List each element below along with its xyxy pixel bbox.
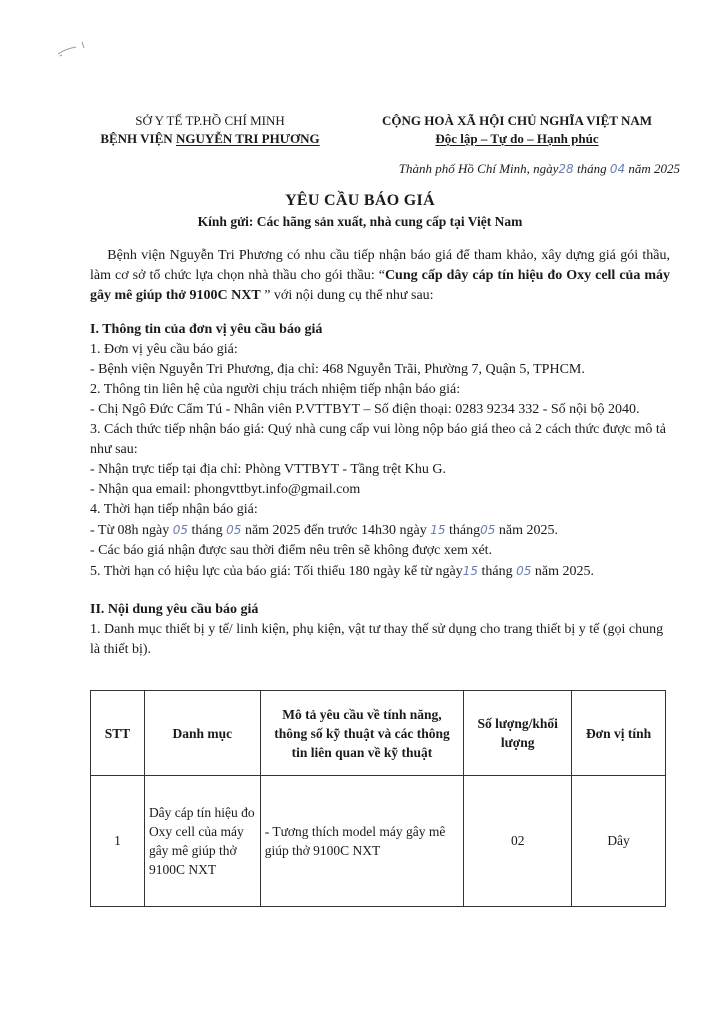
period-suffix: năm 2025. bbox=[495, 523, 559, 538]
cell-category: Dây cáp tín hiệu đo Oxy cell của máy gây mê giúp thở 9100C NXT bbox=[144, 776, 260, 907]
date-year: năm 2025 bbox=[625, 161, 680, 176]
cell-quantity: 02 bbox=[464, 776, 572, 907]
national-header bbox=[352, 112, 682, 148]
s1-item4-period bbox=[90, 520, 670, 541]
validity-suffix: năm 2025. bbox=[531, 564, 595, 579]
date-prefix: Thành phố Hồ Chí Minh, ngày bbox=[398, 161, 559, 176]
period-end-month: 05 bbox=[480, 523, 496, 537]
section-2-title: II. Nội dung yêu cầu báo giá bbox=[90, 602, 259, 617]
validity-text: tháng bbox=[478, 564, 517, 579]
s1-item3-title: 3. Cách thức tiếp nhận báo giá: Quý nhà cung cấp vui lòng nộp báo giá theo cả 2 cách thức được mô tả như sau: bbox=[90, 422, 666, 457]
validity-day: 15 bbox=[462, 564, 479, 578]
header-unit: Đơn vị tính bbox=[572, 691, 666, 776]
s1-item1-title: 1. Đơn vị yêu cầu báo giá: bbox=[90, 342, 238, 357]
header-description: Mô tả yêu cầu về tính năng, thông số kỹ thuật và các thông tin liên quan về kỹ thuật bbox=[260, 691, 464, 776]
country-name: CỘNG HOÀ XÃ HỘI CHỦ NGHĨA VIỆT NAM bbox=[381, 113, 653, 128]
document-subtitle: Kính gửi: Các hãng sản xuất, nhà cung cấp tại Việt Nam bbox=[197, 214, 523, 229]
department-name: SỞ Y TẾ TP.HỒ CHÍ MINH bbox=[135, 113, 285, 128]
s1-item1-detail: - Bệnh viện Nguyễn Tri Phương, địa chỉ: 468 Nguyễn Trãi, Phường 7, Quận 5, TPHCM. bbox=[90, 362, 585, 377]
cell-stt: 1 bbox=[91, 776, 145, 907]
period-end-day: 15 bbox=[430, 523, 446, 537]
cell-description: - Tương thích model máy gây mê giúp thở 9100C NXT bbox=[260, 776, 464, 907]
validity-prefix: 5. Thời hạn có hiệu lực của báo giá: Tối thiểu 180 ngày kể từ ngày bbox=[90, 564, 463, 579]
document-title: YÊU CẦU BÁO GIÁ bbox=[285, 192, 435, 209]
hospital-prefix: BỆNH VIỆN bbox=[100, 131, 176, 146]
header-quantity: Số lượng/khối lượng bbox=[464, 691, 572, 776]
date-month-label: tháng bbox=[573, 161, 610, 176]
s1-item4-title: 4. Thời hạn tiếp nhận báo giá: bbox=[90, 502, 258, 517]
date-line bbox=[300, 161, 680, 177]
period-start-month: 05 bbox=[226, 523, 242, 537]
hospital-name bbox=[70, 130, 350, 148]
document-body bbox=[90, 246, 670, 660]
intro-text-end: ” với nội dung cụ thể như sau: bbox=[260, 288, 434, 303]
package-name: Cung cấp dây cáp tín hiệu đo Oxy cell của máy gây mê giúp thở 9100C NXT bbox=[90, 268, 670, 303]
s1-item2-title: 2. Thông tin liên hệ của người chịu trách nhiệm tiếp nhận báo giá: bbox=[90, 382, 461, 397]
table-header-row bbox=[91, 691, 666, 776]
hospital-name-underlined: NGUYỄN TRI PHƯƠNG bbox=[175, 131, 320, 146]
table-row bbox=[91, 776, 666, 907]
equipment-table bbox=[90, 690, 666, 907]
s2-item1: 1. Danh mục thiết bị y tế/ linh kiện, phụ kiện, vật tư thay thế sử dụng cho trang thiết bị y tế (gọi chung là thiết bị). bbox=[90, 622, 664, 657]
issuer-header bbox=[70, 112, 350, 148]
header-stt: STT bbox=[91, 691, 145, 776]
period-prefix: - Từ 08h ngày bbox=[90, 523, 173, 538]
intro-paragraph bbox=[90, 246, 670, 306]
period-text-3: tháng bbox=[445, 523, 481, 538]
national-motto: Độc lập – Tự do – Hạnh phúc bbox=[435, 131, 599, 146]
section-1-title: I. Thông tin của đơn vị yêu cầu báo giá bbox=[90, 322, 323, 337]
date-month: 04 bbox=[609, 162, 626, 176]
period-text-1: tháng bbox=[188, 523, 227, 538]
validity-month: 05 bbox=[516, 564, 532, 578]
header-category: Danh mục bbox=[144, 691, 260, 776]
intro-text: Bệnh viện Nguyễn Tri Phương có nhu cầu tiếp nhận báo giá để tham khảo, xây dựng giá gói thầu, làm cơ sở tổ chức lựa chọn nhà thầu cho gói thầu: “ bbox=[90, 248, 671, 283]
s1-item5 bbox=[90, 561, 670, 582]
date-day: 28 bbox=[558, 162, 574, 176]
s1-item4-note: - Các báo giá nhận được sau thời điểm nêu trên sẽ không được xem xét. bbox=[90, 543, 493, 558]
pen-mark-icon bbox=[56, 38, 96, 60]
period-start-day: 05 bbox=[172, 523, 189, 537]
s1-item3-detail-direct: - Nhận trực tiếp tại địa chỉ: Phòng VTTBYT - Tầng trệt Khu G. bbox=[90, 462, 446, 477]
s1-item2-detail: - Chị Ngô Đức Cẩm Tú - Nhân viên P.VTTBYT – Số điện thoại: 0283 9234 332 - Số nội bộ 2040. bbox=[90, 402, 640, 417]
s1-item3-detail-email: - Nhận qua email: phongvttbyt.info@gmail.com bbox=[90, 482, 361, 497]
cell-unit: Dây bbox=[572, 776, 666, 907]
period-text-2: năm 2025 đến trước 14h30 ngày bbox=[241, 523, 431, 538]
